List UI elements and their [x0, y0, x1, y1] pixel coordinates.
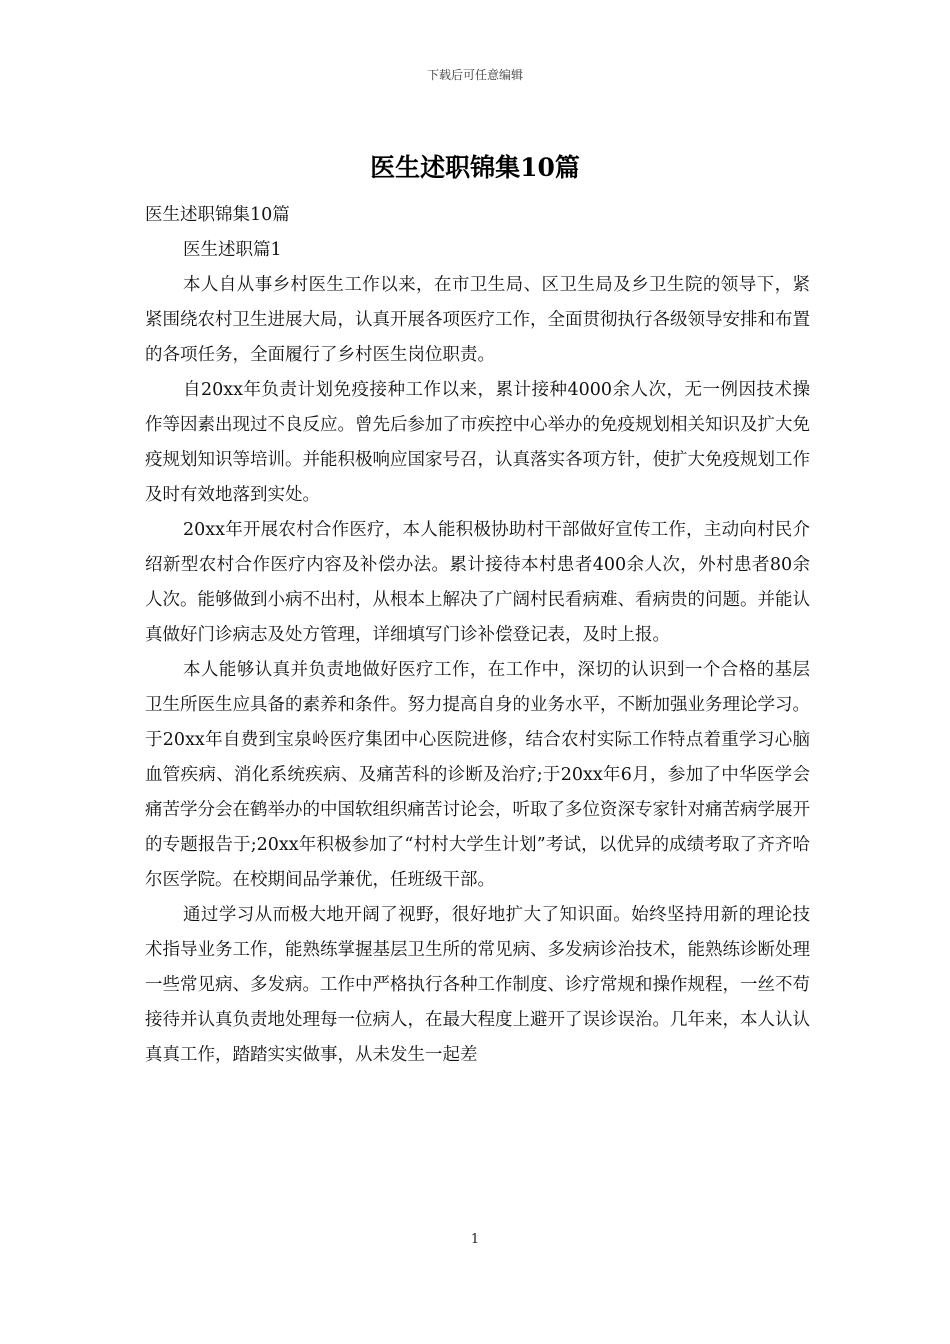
- paragraph-3: 20xx年开展农村合作医疗，本人能积极协助村干部做好宣传工作，主动向村民介绍新型农村合作医疗内容及补偿办法。累计接待本村患者400余人次，外村患者80余人次。能够做到小病不出村，从根本上解决了广阔村民看病难、看病贵的问题。并能认真做好门诊病志及处方管理，详细填写门诊补偿登记表，及时上报。: [145, 520, 810, 645]
- document-body: [145, 198, 810, 1073]
- page-number: 1: [470, 1232, 480, 1247]
- paragraph-2: 自20xx年负责计划免疫接种工作以来，累计接种4000余人次，无一例因技术操作等因素出现过不良反应。曾先后参加了市疾控中心举办的免疫规划相关知识及扩大免疫规划知识等培训。并能积极响应国家号召，认真落实各项方针，使扩大免疫规划工作及时有效地落到实处。: [145, 380, 810, 505]
- section-heading: 医生述职篇1: [183, 240, 282, 260]
- paragraph-4: 本人能够认真并负责地做好医疗工作，在工作中，深切的认识到一个合格的基层卫生所医生应具备的素养和条件。努力提高自身的业务水平，不断加强业务理论学习。于20xx年自费到宝泉岭医疗集团中心医院进修，结合农村实际工作特点着重学习心脑血管疾病、消化系统疾病、及痛苦科的诊断及治疗;于20xx年6月，参加了中华医学会痛苦学分会在鹤举办的中国软组织痛苦讨论会，听取了多位资深专家针对痛苦病学展开的专题报告于;20xx年积极参加了“村村大学生计划”考试，以优异的成绩考取了齐齐哈尔医学院。在校期间品学兼优，任班级干部。: [145, 660, 810, 890]
- paragraph-5: 通过学习从而极大地开阔了视野，很好地扩大了知识面。始终坚持用新的理论技术指导业务工作，能熟练掌握基层卫生所的常见病、多发病诊治技术，能熟练诊断处理一些常见病、多发病。工作中严格执行各种工作制度、诊疗常规和操作规程，一丝不苟接待并认真负责地处理每一位病人，在最大程度上避开了误诊误治。几年来，本人认认真真工作，踏踏实实做事，从未发生一起差: [145, 905, 810, 1065]
- document-title: 医生述职锦集10篇: [370, 153, 580, 182]
- subtitle-line: 医生述职锦集10篇: [145, 205, 290, 225]
- header-note: 下载后可任意编辑: [426, 68, 523, 82]
- paragraph-1: 本人自从事乡村医生工作以来，在市卫生局、区卫生局及乡卫生院的领导下，紧紧围绕农村卫生进展大局，认真开展各项医疗工作，全面贯彻执行各级领导安排和布置的各项任务，全面履行了乡村医生岗位职责。: [145, 275, 810, 365]
